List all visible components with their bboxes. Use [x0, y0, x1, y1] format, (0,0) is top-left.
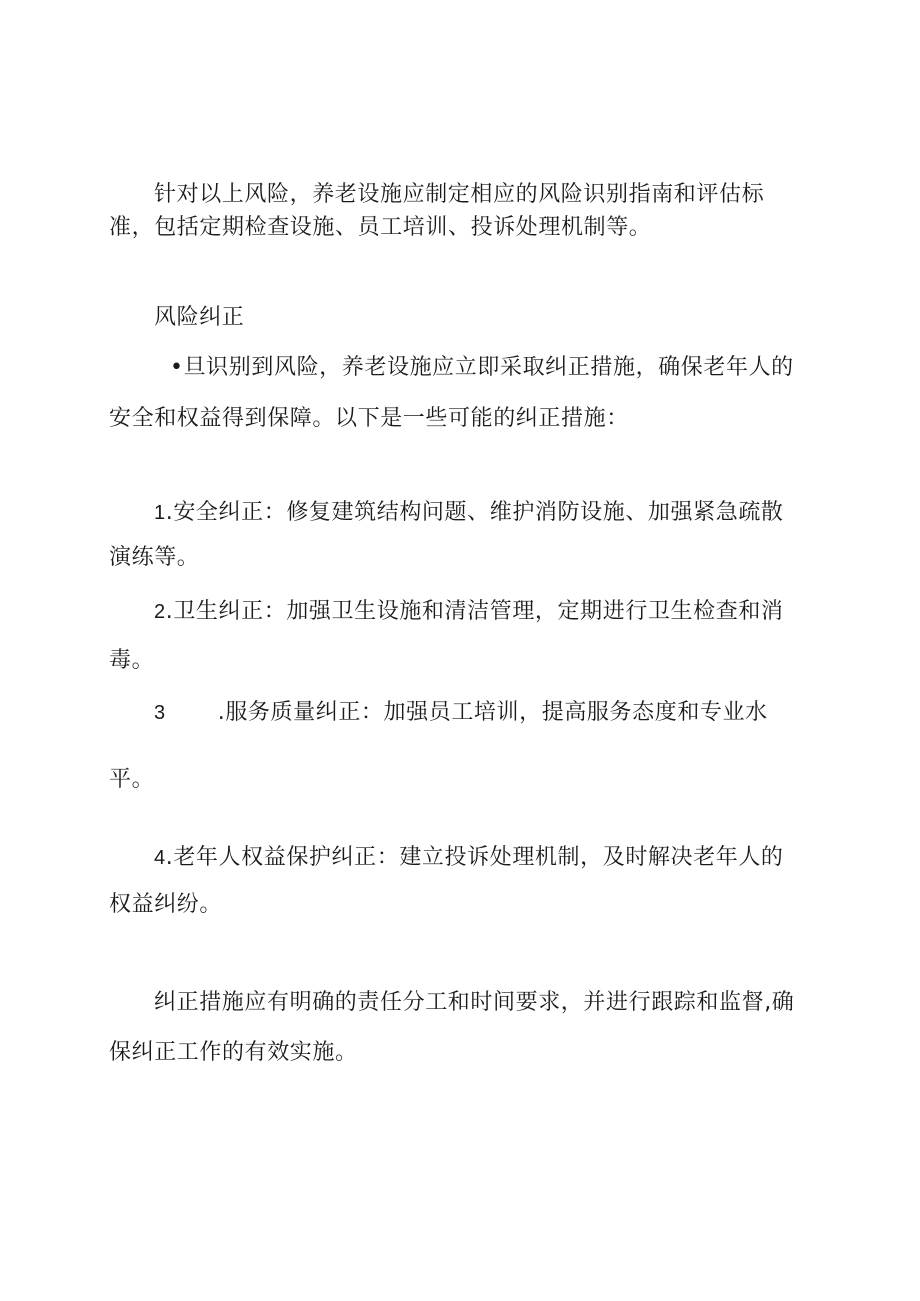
bullet-mark: •: [170, 355, 184, 380]
measure-3-text: .服务质量纠正：加强员工培训，提高服务态度和专业水: [217, 700, 768, 725]
lead-text-1: 旦识别到风险，养老设施应立即采取纠正措施，确保老年人的: [183, 355, 794, 380]
measure-2-line-1: [154, 597, 784, 627]
measure-1-line-2: 演练等。: [109, 545, 200, 570]
lead-paragraph-line-2: 安全和权益得到保障。以下是一些可能的纠正措施：: [109, 406, 629, 431]
measure-4-line-1: [154, 843, 784, 873]
intro-paragraph-line-1: 针对以上风险，养老设施应制定相应的风险识别指南和评估标: [154, 182, 765, 207]
measure-3-line-2: 平。: [109, 767, 155, 792]
intro-paragraph-line-2: 准，包括定期检查设施、员工培训、投诉处理机制等。: [109, 215, 652, 240]
section-heading: 风险纠正: [154, 305, 245, 330]
measure-2-line-2: 毒。: [109, 648, 155, 673]
measure-4-text: .老年人权益保护纠正：建立投诉处理机制，及时解决老年人的: [165, 845, 784, 870]
measure-1-line-1: [154, 498, 784, 528]
lead-paragraph-line-1: [170, 353, 794, 383]
closing-paragraph-line-1: 纠正措施应有明确的责任分工和时间要求，并进行跟踪和监督,确: [154, 990, 795, 1015]
measure-1-text: .安全纠正：修复建筑结构问题、维护消防设施、加强紧急疏散: [165, 500, 784, 525]
closing-paragraph-line-2: 保纠正工作的有效实施。: [109, 1040, 358, 1065]
measure-2-text: .卫生纠正：加强卫生设施和清洁管理，定期进行卫生检查和消: [165, 599, 784, 624]
measure-4-number: 4: [154, 847, 166, 869]
measure-4-line-2: 权益纠纷。: [109, 892, 223, 917]
measure-3-line-1: [154, 698, 768, 728]
measure-2-number: 2: [154, 601, 166, 623]
measure-3-number: 3: [154, 702, 166, 724]
measure-1-number: 1: [154, 502, 166, 524]
